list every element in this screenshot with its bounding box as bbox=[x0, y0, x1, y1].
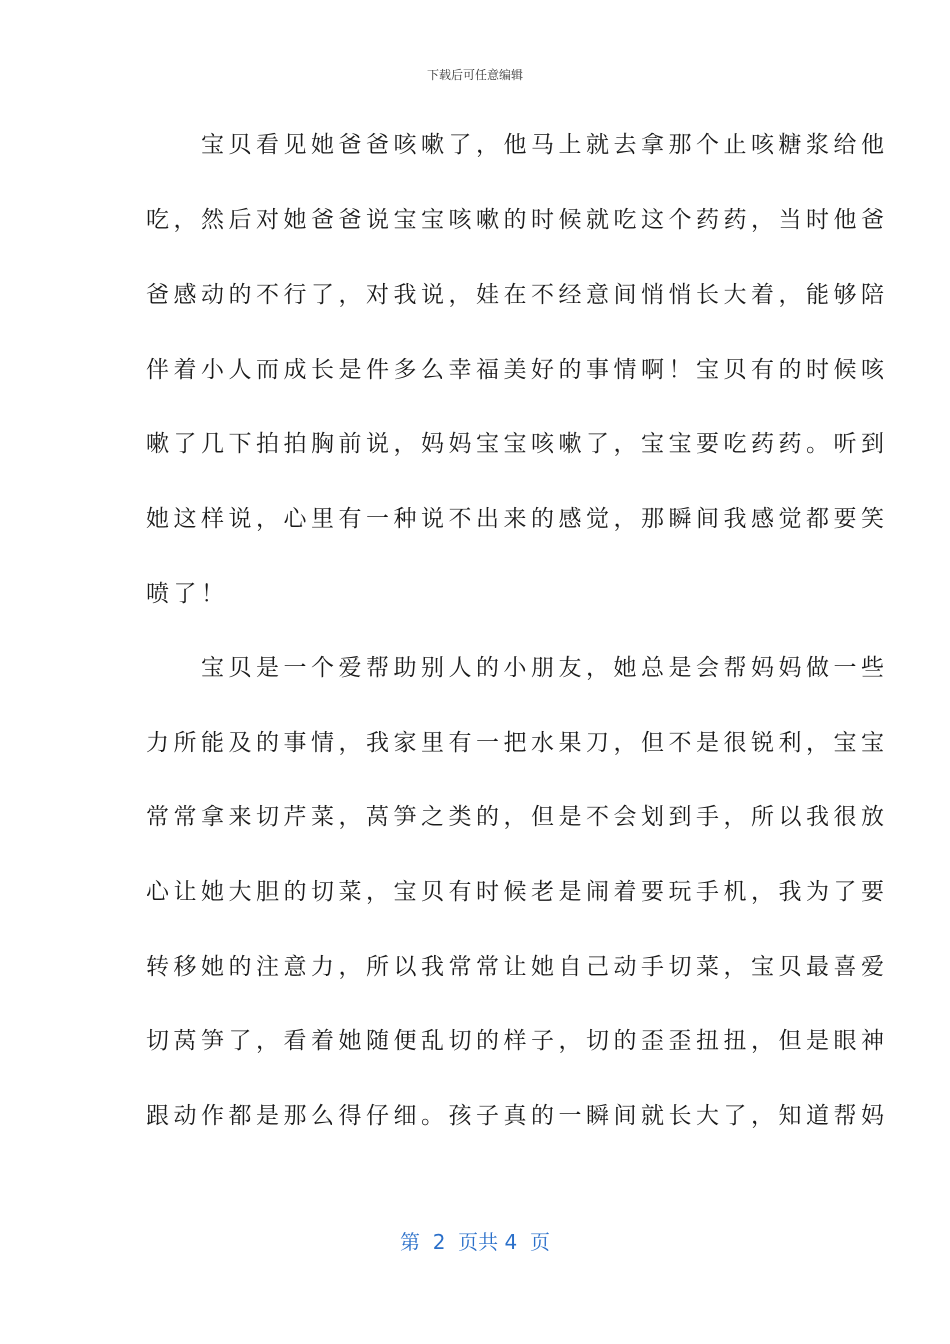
paragraph-2-line-4: 心让她大胆的切菜，宝贝有时候老是闹着要玩手机，我为了要 bbox=[146, 879, 889, 905]
paragraph-1-line-5: 嗽了几下拍拍胸前说，妈妈宝宝咳嗽了，宝宝要吃药药。听到 bbox=[146, 431, 889, 457]
paragraph-1-line-3: 爸感动的不行了，对我说，娃在不经意间悄悄长大着，能够陪 bbox=[146, 282, 889, 308]
paragraph-2-line-6: 切莴笋了，看着她随便乱切的样子，切的歪歪扭扭，但是眼神 bbox=[146, 1028, 889, 1054]
paragraph-2-line-2: 力所能及的事情，我家里有一把水果刀，但不是很锐利，宝宝 bbox=[146, 730, 889, 756]
page-header-note: 下载后可任意编辑 bbox=[426, 68, 523, 82]
paragraph-1-line-2: 吃，然后对她爸爸说宝宝咳嗽的时候就吃这个药药，当时他爸 bbox=[146, 207, 889, 233]
paragraph-2-line-7: 跟动作都是那么得仔细。孩子真的一瞬间就长大了，知道帮妈 bbox=[146, 1103, 889, 1129]
paragraph-1-line-4: 伴着小人而成长是件多么幸福美好的事情啊！宝贝有的时候咳 bbox=[146, 357, 889, 383]
paragraph-1-line-1: 宝贝看见她爸爸咳嗽了，他马上就去拿那个止咳糖浆给他 bbox=[146, 132, 889, 158]
paragraph-2-line-5: 转移她的注意力，所以我常常让她自己动手切菜，宝贝最喜爱 bbox=[146, 954, 889, 980]
page-number-footer: 第 2 页共 4 页 bbox=[400, 1230, 550, 1254]
paragraph-1-line-6: 她这样说，心里有一种说不出来的感觉，那瞬间我感觉都要笑 bbox=[146, 506, 889, 532]
paragraph-1-line-7: 喷了！ bbox=[146, 581, 229, 607]
paragraph-2-line-1: 宝贝是一个爱帮助别人的小朋友，她总是会帮妈妈做一些 bbox=[146, 655, 889, 681]
paragraph-2-line-3: 常常拿来切芹菜，莴笋之类的，但是不会划到手，所以我很放 bbox=[146, 804, 889, 830]
